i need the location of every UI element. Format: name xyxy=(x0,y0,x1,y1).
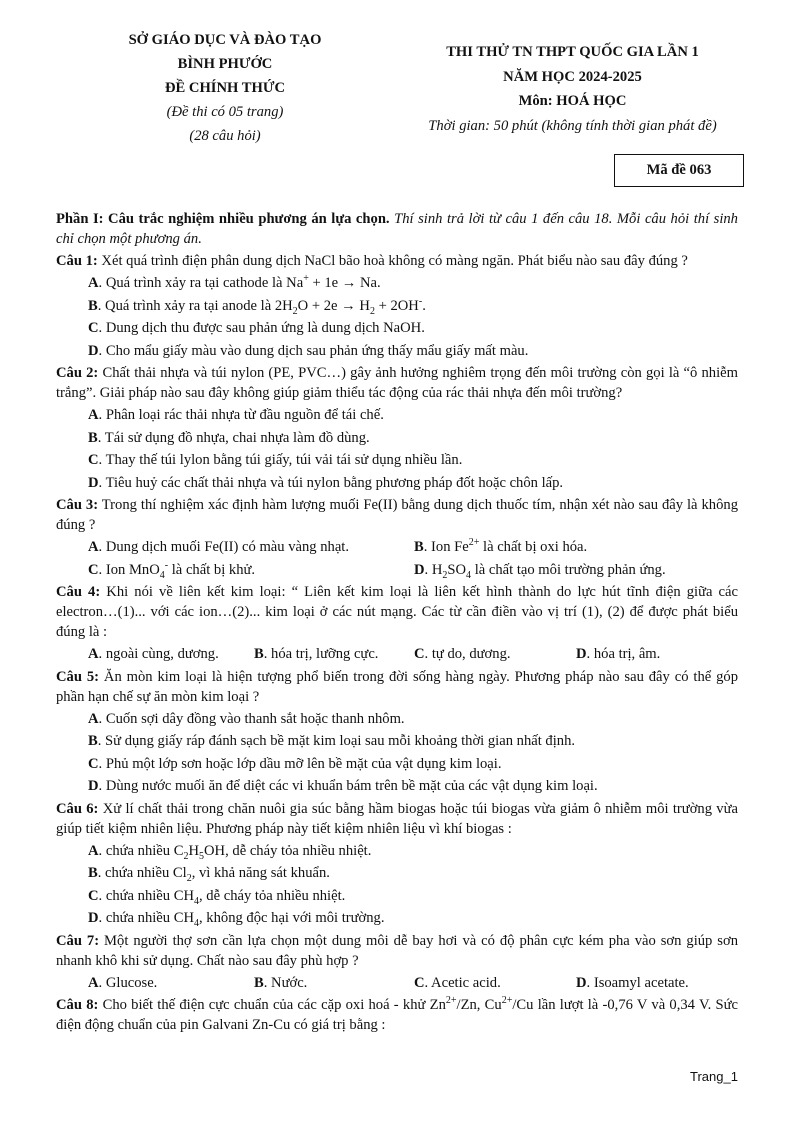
question-8: Câu 8: Cho biết thế điện cực chuẩn của các cặp oxi hoá - khử $Zn^{2+}/Zn$, $Cu^{2+}/Cu$ lần lượt là -0,76 V và 0,34 V. Sức điện động chuẩn của pin Galvani Zn-Cu có giá trị bằng : xyxy=(56,995,738,1033)
q1-option-a[interactable]: A. Quá trình xảy ra tại cathode là Na+ + 1e → Na. xyxy=(88,273,381,291)
q7-options-row xyxy=(56,973,738,993)
part1-title: Phần I: Câu trắc nghiệm nhiều phương án lựa chọn. xyxy=(56,211,390,227)
q7-option-c[interactable]: C. Acetic acid. xyxy=(414,974,501,991)
part1-instruction: Thí sinh trả lời từ câu 1 đến câu 18. Mỗi câu hỏi thí sinh chỉ chọn một phương án. xyxy=(56,211,738,247)
q5-option-c[interactable]: C. Phủ một lớp sơn hoặc lớp dầu mỡ lên bề mặt của vật dụng kim loại. xyxy=(88,755,502,772)
q4-option-b[interactable]: B. hóa trị, lưỡng cực. xyxy=(254,646,379,662)
q5-option-a[interactable]: A. Cuốn sợi dây đồng vào thanh sắt hoặc thanh nhôm. xyxy=(88,710,405,727)
q4-options-row xyxy=(56,644,738,664)
q5-option-b[interactable]: B. Sử dụng giấy ráp đánh sạch bề mặt kim loại sau mỗi khoảng thời gian nhất định. xyxy=(88,733,576,749)
question-7 xyxy=(56,931,738,971)
question-6 xyxy=(56,799,738,839)
q2-option-c[interactable]: C. Thay thế túi lylon bằng túi giấy, túi vải tái sử dụng nhiều lần. xyxy=(88,452,463,468)
q4-option-c[interactable]: C. tự do, dương. xyxy=(414,646,511,662)
time-limit: Thời gian: 50 phút (không tính thời gian phát đề) xyxy=(428,117,717,134)
q3-option-d[interactable]: D. $H_2SO_4$ là chất tạo môi trường phản ứng. xyxy=(414,561,666,581)
q4-option-a[interactable]: A. ngoài cùng, dương. xyxy=(88,646,219,662)
header-right xyxy=(405,40,740,138)
question-text: Khi nói về liên kết kim loại: “ Liên kết kim loại là liên kết hình thành do lực hút tĩnh điện giữa các electron…(1)... với các ion…(2)... kim loại ở các nút mạng. Các từ cần điền vào vị trí (1), (2) để được phát biểu đúng là : xyxy=(56,584,738,640)
question-text: Xử lí chất thải trong chăn nuôi gia súc bằng hầm biogas hoặc túi biogas vừa giảm ô nhiễm môi trường vừa giúp tiết kiệm nhiên liệu. Phương pháp này tiết kiệm nhiên liệu vì khí biogas : xyxy=(56,800,738,837)
q2-option-d[interactable]: D. Tiêu huỷ các chất thải nhựa và túi nylon bằng phương pháp đốt hoặc chôn lấp. xyxy=(88,474,564,491)
q7-option-a[interactable]: A. Glucose. xyxy=(88,974,158,991)
question-text: Xét quá trình điện phân dung dịch NaCl bão hoà không có màng ngăn. Phát biểu nào sau đây đúng ? xyxy=(101,253,688,269)
question-1 xyxy=(56,251,738,271)
q3-option-c[interactable]: C. Ion MnO$_4$- là chất bị khử. xyxy=(88,559,256,581)
question-text: Chất thải nhựa và túi nylon (PE, PVC…) gây ảnh hưởng nghiêm trọng đến môi trường còn gọi là “ô nhiễm trắng”. Giải pháp nào sau đây không giúp giảm thiểu tác động của rác thải nhựa đến môi trường? xyxy=(56,365,738,401)
q3-options-row-2 xyxy=(56,560,738,580)
question-count-note: (28 câu hỏi) xyxy=(189,128,261,144)
question-text: Trong thí nghiệm xác định hàm lượng muối Fe(II) bằng dung dịch thuốc tím, nhận xét nào sau đây là không đúng ? xyxy=(56,497,738,533)
official-label: ĐỀ CHÍNH THỨC xyxy=(164,80,285,96)
province-name: BÌNH PHƯỚC xyxy=(177,56,273,72)
page-number: Trang_1 xyxy=(690,1069,738,1084)
q2-option-b[interactable]: B. Tái sử dụng đồ nhựa, chai nhựa làm đồ dùng. xyxy=(88,429,370,446)
q3-option-b[interactable]: B. Ion $Fe^{2+}$ là chất bị oxi hóa. xyxy=(414,537,588,555)
q6-option-d[interactable]: D. chứa nhiều $CH_4$, không độc hại với môi trường. xyxy=(88,910,385,929)
subject: Môn: HOÁ HỌC xyxy=(518,93,627,109)
q3-options-row-1 xyxy=(56,537,738,557)
question-number: Câu 8: xyxy=(56,997,99,1013)
q1-option-c[interactable]: C. Dung dịch thu được sau phản ứng là dung dịch NaOH. xyxy=(88,320,425,336)
exam-title: THI THỬ TN THPT QUỐC GIA LẦN 1 xyxy=(446,44,699,60)
question-2 xyxy=(56,363,738,403)
q6-option-a[interactable]: A. chứa nhiều $C_2H_5OH$, dễ cháy tỏa nhiều nhiệt. xyxy=(88,842,372,862)
q7-option-d[interactable]: D. Isoamyl acetate. xyxy=(576,974,689,991)
part1-heading xyxy=(56,209,738,249)
question-number: Câu 3: xyxy=(56,497,99,513)
page-count-note: (Đề thi có 05 trang) xyxy=(166,104,284,120)
q6-option-c[interactable]: C. chứa nhiều $CH_4$, dễ cháy tỏa nhiều nhiệt. xyxy=(88,887,346,907)
q2-option-a[interactable]: A. Phân loại rác thải nhựa từ đầu nguồn để tái chế. xyxy=(88,407,384,423)
question-4 xyxy=(56,582,738,642)
question-5 xyxy=(56,667,738,707)
question-text: Một người thợ sơn cần lựa chọn một dung môi dễ bay hơi và có độ phân cực kém pha vào sơn giúp sơn nhanh khô khi sử dụng. Chất nào sau đây phù hợp ? xyxy=(56,932,739,969)
department-name: SỞ GIÁO DỤC VÀ ĐÀO TẠO xyxy=(128,32,322,48)
exam-code-box: Mã đề 063 xyxy=(614,154,744,187)
question-text: Ăn mòn kim loại là hiện tượng phổ biến trong đời sống hàng ngày. Phương pháp nào sau đây có thể góp phần hạn chế sự ăn mòn kim loại ? xyxy=(56,668,739,705)
school-year: NĂM HỌC 2024-2025 xyxy=(503,68,642,85)
q3-option-a[interactable]: A. Dung dịch muối Fe(II) có màu vàng nhạt. xyxy=(88,539,350,555)
q4-option-d[interactable]: D. hóa trị, âm. xyxy=(576,646,661,662)
header-left xyxy=(100,28,350,148)
question-number: Câu 2: xyxy=(56,365,99,381)
question-number: Câu 4: xyxy=(56,584,101,600)
q1-option-b[interactable]: B. Quá trình xảy ra tại anode là $2H_2O + 2e \to H_2 + 2OH^-$. xyxy=(88,295,426,317)
q6-option-b[interactable]: B. chứa nhiều $Cl_2$, vì khả năng sát khuẩn. xyxy=(88,865,330,884)
question-3 xyxy=(56,495,738,535)
question-number: Câu 1: xyxy=(56,253,98,269)
q5-option-d[interactable]: D. Dùng nước muối ăn để diệt các vi khuẩn bám trên bề mặt của các vật dụng kim loại. xyxy=(88,778,598,794)
question-number: Câu 7: xyxy=(56,932,100,949)
exam-content xyxy=(56,209,738,1037)
q1-option-d[interactable]: D. Cho mẩu giấy màu vào dung dịch sau phản ứng thấy mẩu giấy mất màu. xyxy=(88,342,529,359)
question-number: Câu 6: xyxy=(56,800,99,817)
question-number: Câu 5: xyxy=(56,668,100,685)
q7-option-b[interactable]: B. Nước. xyxy=(254,974,308,991)
